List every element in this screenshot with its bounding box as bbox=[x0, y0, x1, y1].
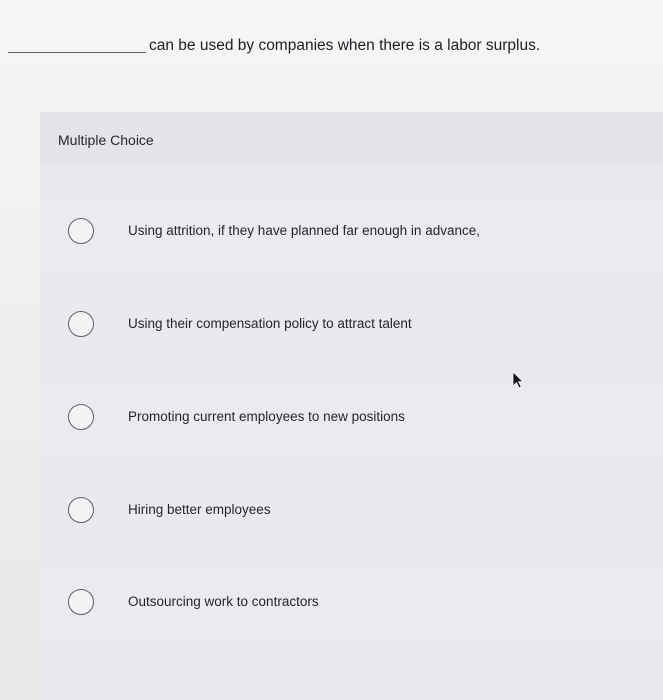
choice-label: Using their compensation policy to attract talent bbox=[128, 316, 412, 331]
radio-button-icon[interactable] bbox=[68, 589, 94, 615]
multiple-choice-panel bbox=[40, 112, 663, 700]
choice-label: Outsourcing work to contractors bbox=[128, 594, 319, 609]
choice-option-4[interactable] bbox=[40, 476, 663, 548]
choice-label: Using attrition, if they have planned far enough in advance, bbox=[128, 223, 480, 238]
choice-option-1[interactable] bbox=[40, 197, 663, 269]
question-text: can be used by companies when there is a labor surplus. bbox=[149, 37, 541, 54]
panel-header bbox=[40, 112, 663, 164]
radio-button-icon[interactable] bbox=[68, 404, 94, 430]
mouse-pointer-icon bbox=[511, 371, 527, 389]
choice-option-2[interactable] bbox=[40, 290, 663, 362]
choice-label: Promoting current employees to new positions bbox=[128, 409, 405, 424]
panel-title: Multiple Choice bbox=[58, 132, 154, 148]
answer-blank-line bbox=[8, 52, 146, 53]
radio-button-icon[interactable] bbox=[68, 497, 94, 523]
radio-button-icon[interactable] bbox=[68, 311, 94, 337]
choice-option-3[interactable] bbox=[40, 383, 663, 455]
choice-label: Hiring better employees bbox=[128, 502, 271, 517]
question bbox=[0, 36, 663, 60]
radio-button-icon[interactable] bbox=[68, 218, 94, 244]
choice-option-5[interactable] bbox=[40, 568, 663, 640]
